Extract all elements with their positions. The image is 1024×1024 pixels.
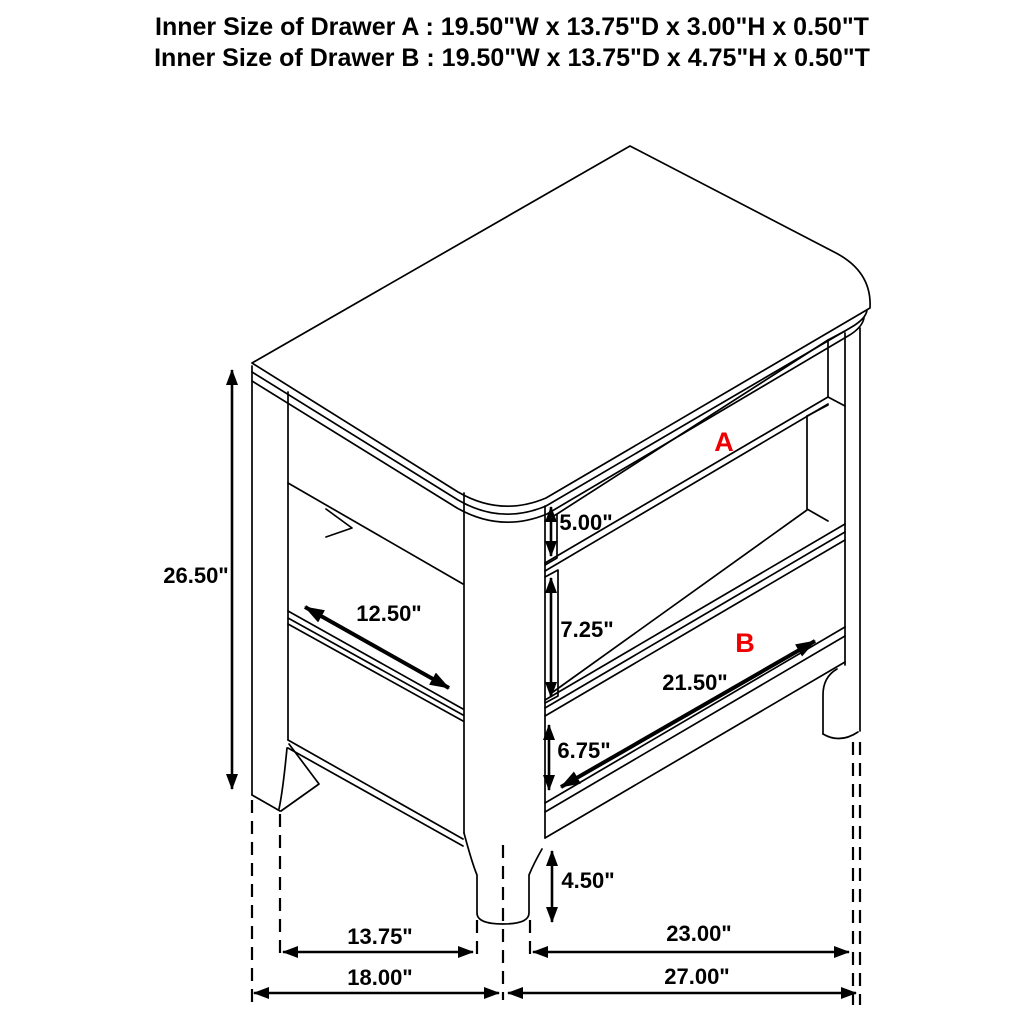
title-line-drawer-a: Inner Size of Drawer A : 19.50"W x 13.75"D x 3.00"H x 0.50"T [155,13,869,41]
dim-label-drawer-b-front-height: 6.75" [557,738,611,763]
table-top [252,146,870,522]
dim-label-leg-spacing-width: 23.00" [666,921,732,946]
dim-label-leg-spacing-depth: 13.75" [347,924,413,949]
dimension-lines [232,370,856,993]
dimension-labels [163,510,731,990]
back-left-leg [252,744,319,811]
drawer-b-label: B [735,628,755,658]
dim-label-overall-depth: 18.00" [347,965,413,990]
dim-label-overall-height: 26.50" [163,563,229,588]
dim-label-shelf-depth: 12.50" [356,601,422,626]
dim-label-leg-height: 4.50" [561,868,615,893]
extension-lines [252,742,860,1005]
front-post [464,493,545,924]
dim-label-drawer-b-front-width: 21.50" [662,670,728,695]
title-line-drawer-b: Inner Size of Drawer B : 19.50"W x 13.75"D x 4.75"H x 0.50"T [154,44,870,72]
nightstand-line-art [252,146,870,924]
dim-label-open-shelf-height: 7.25" [560,617,614,642]
dim-label-drawer-a-opening-height: 5.00" [559,510,613,535]
drawer-a-label: A [714,427,734,457]
drawer-letters [714,427,755,658]
dim-label-overall-width: 27.00" [664,964,730,989]
